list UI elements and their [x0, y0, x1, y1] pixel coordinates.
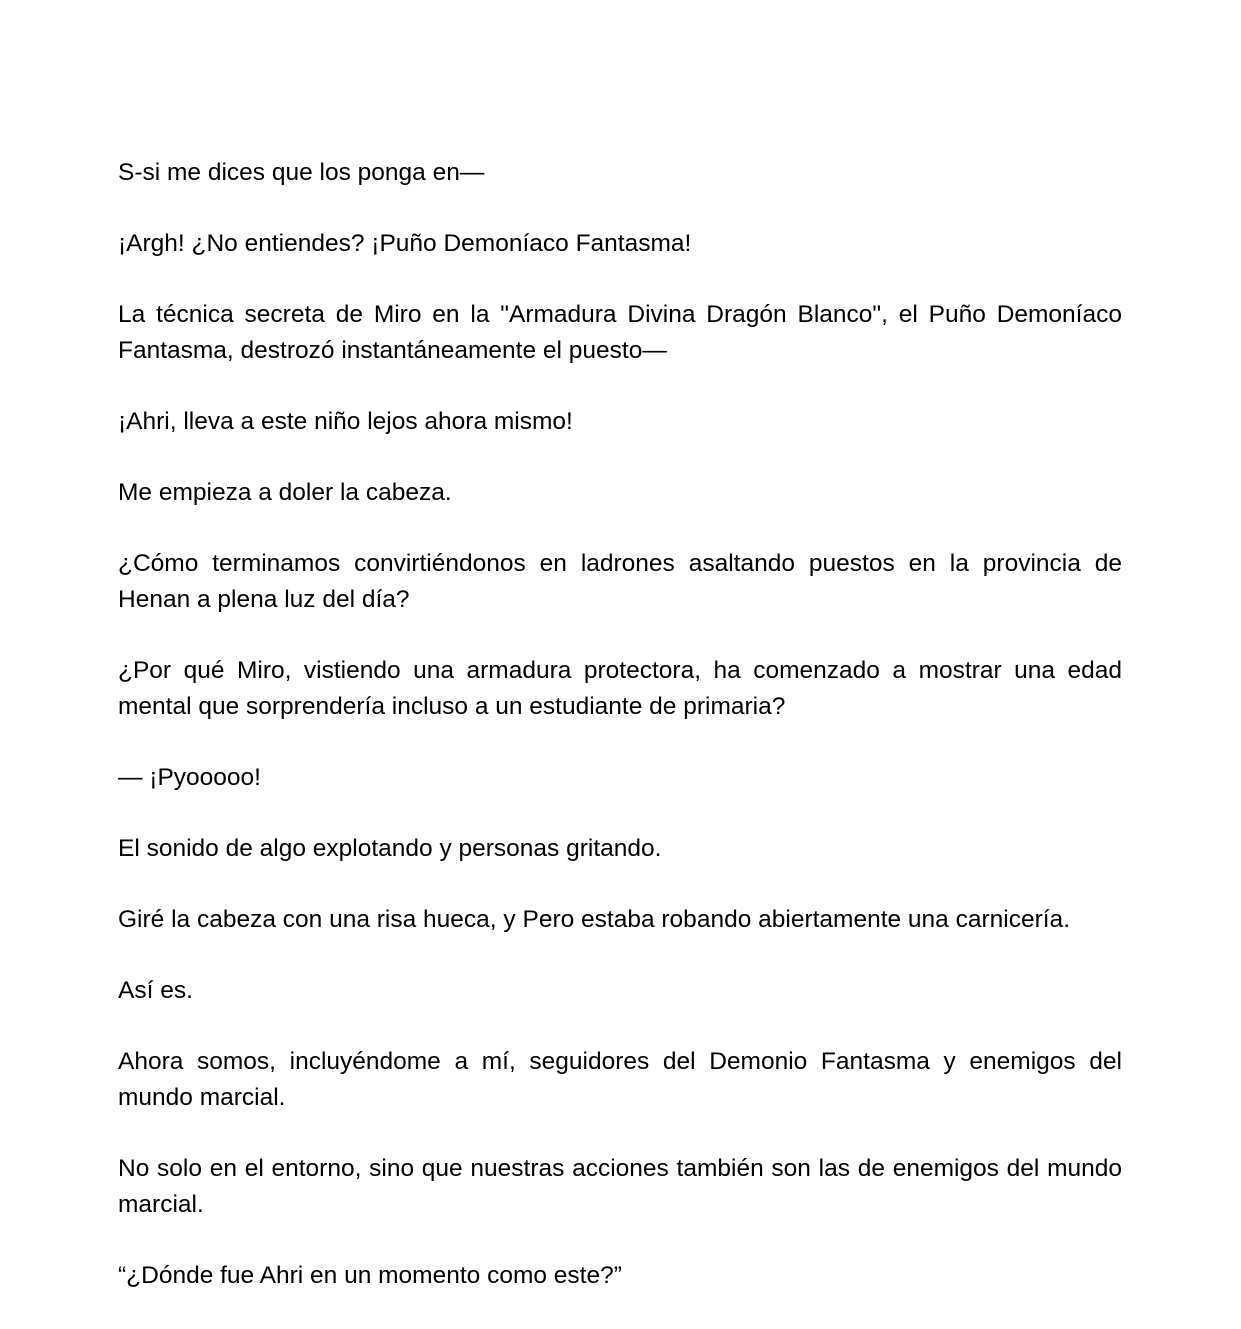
paragraph-11: Así es.	[118, 977, 193, 1004]
paragraph-2: ¡Argh! ¿No entiendes? ¡Puño Demoníaco Fantasma!	[118, 230, 692, 257]
paragraph-7: ¿Por qué Miro, vistiendo una armadura protectora, ha comenzado a mostrar una edad mental que sorprendería incluso a un estudiante de primaria?	[118, 657, 1122, 720]
paragraph-3: La técnica secreta de Miro en la "Armadura Divina Dragón Blanco", el Puño Demoníaco Fantasma, destrozó instantáneamente el puesto—	[118, 301, 1122, 364]
paragraph-4: ¡Ahri, lleva a este niño lejos ahora mismo!	[118, 408, 573, 435]
paragraph-8: — ¡Pyooooo!	[118, 764, 261, 791]
paragraph-1: S-si me dices que los ponga en—	[118, 159, 485, 186]
document-body	[118, 155, 1122, 1329]
paragraph-6: ¿Cómo terminamos convirtiéndonos en ladrones asaltando puestos en la provincia de Henan a plena luz del día?	[118, 550, 1122, 613]
paragraph-13: No solo en el entorno, sino que nuestras acciones también son las de enemigos del mundo marcial.	[118, 1155, 1122, 1218]
paragraph-10: Giré la cabeza con una risa hueca, y Pero estaba robando abiertamente una carnicería.	[118, 906, 1070, 933]
paragraph-14: “¿Dónde fue Ahri en un momento como este?”	[118, 1262, 622, 1289]
paragraph-9: El sonido de algo explotando y personas gritando.	[118, 835, 662, 862]
paragraph-12: Ahora somos, incluyéndome a mí, seguidores del Demonio Fantasma y enemigos del mundo marcial.	[118, 1048, 1122, 1111]
paragraph-5: Me empieza a doler la cabeza.	[118, 479, 452, 506]
